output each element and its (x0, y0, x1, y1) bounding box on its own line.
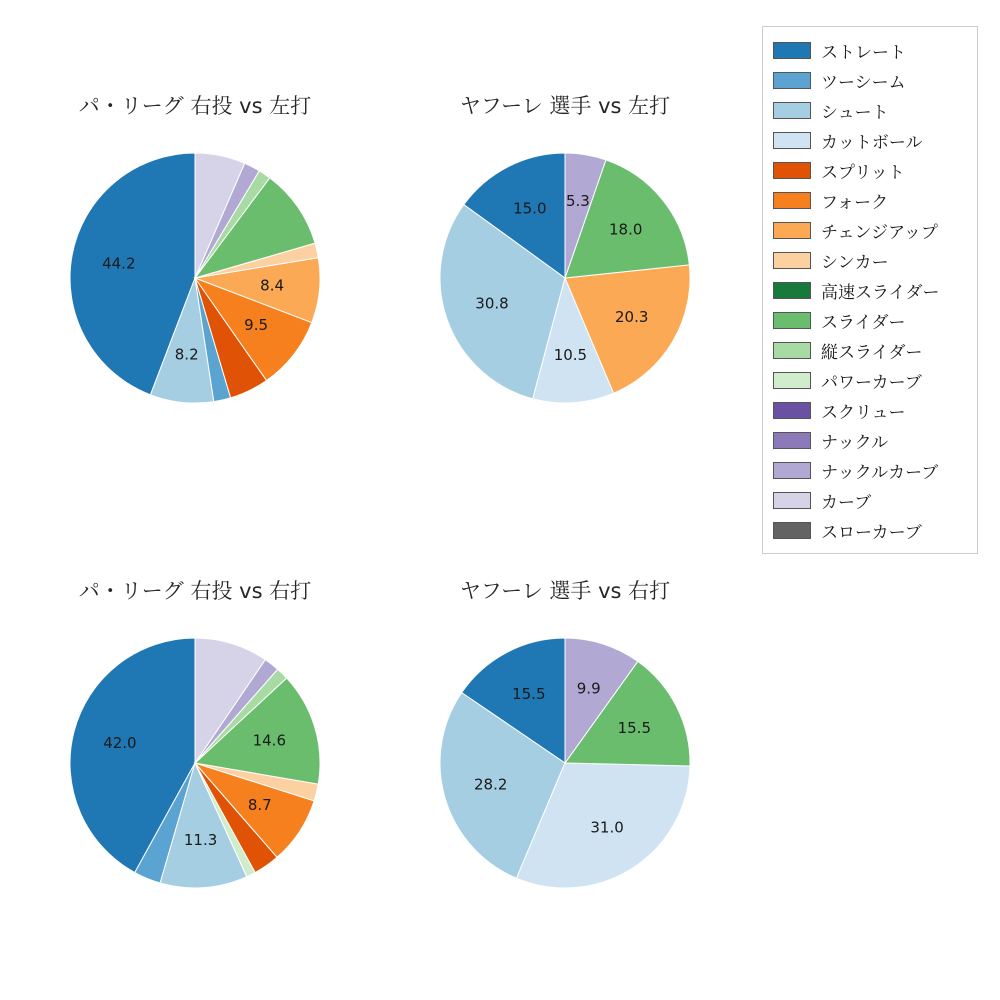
legend-item (773, 305, 967, 335)
legend-swatch-icon (773, 312, 811, 329)
pie-chart-pa-league-vs-right (20, 605, 370, 935)
pie-svg (20, 120, 370, 450)
legend-item (773, 125, 967, 155)
legend-swatch-icon (773, 192, 811, 209)
legend-item-label: パワーカーブ (821, 372, 922, 393)
legend-swatch-icon (773, 342, 811, 359)
chart-title: ヤフーレ 選手 vs 右打 (459, 579, 671, 603)
legend-swatch-icon (773, 132, 811, 149)
legend-swatch-icon (773, 72, 811, 89)
legend-item (773, 395, 967, 425)
legend-item (773, 365, 967, 395)
pie-slice-label: 20.3 (614, 307, 649, 326)
pie-slice-label: 9.5 (244, 316, 269, 335)
legend-item-label: チェンジアップ (821, 222, 938, 243)
pie-slice-label: 9.9 (576, 679, 601, 698)
legend-item-label: ナックル (821, 432, 889, 453)
legend-item-label: シュート (821, 102, 889, 123)
chart-title: ヤフーレ 選手 vs 左打 (459, 94, 671, 118)
legend-rows (773, 35, 967, 545)
legend-item (773, 515, 967, 545)
legend-swatch-icon (773, 162, 811, 179)
legend-swatch-icon (773, 432, 811, 449)
pie-slice-label: 30.8 (475, 294, 509, 313)
pie-slice-label: 8.7 (247, 796, 272, 814)
legend-item (773, 335, 967, 365)
legend-item-label: ツーシーム (821, 72, 906, 93)
pie-slice-label: 42.0 (103, 734, 137, 753)
legend-swatch-icon (773, 522, 811, 539)
chart-panel-player-vs-right (390, 575, 740, 965)
legend-item (773, 275, 967, 305)
legend-item (773, 65, 967, 95)
legend-swatch-icon (773, 102, 811, 119)
legend-swatch-icon (773, 282, 811, 299)
pie-svg (20, 605, 370, 935)
legend-swatch-icon (773, 222, 811, 239)
legend-item (773, 185, 967, 215)
legend-item (773, 455, 967, 485)
pie-slice-label: 31.0 (590, 818, 624, 837)
pie-slice-label: 28.2 (473, 775, 508, 794)
legend-item (773, 215, 967, 245)
legend (762, 26, 978, 554)
pie-chart-pa-league-vs-left (20, 120, 370, 450)
legend-swatch-icon (773, 462, 811, 479)
pie-chart-player-vs-right (390, 605, 740, 935)
pie-svg (390, 120, 740, 450)
legend-item-label: 高速スライダー (821, 282, 940, 303)
chart-title: パ・リーグ 右投 vs 右打 (78, 579, 312, 603)
legend-swatch-icon (773, 42, 811, 59)
pie-slice-label: 11.3 (183, 830, 218, 849)
legend-item (773, 155, 967, 185)
chart-title: パ・リーグ 右投 vs 左打 (78, 94, 312, 118)
pie-chart-player-vs-left (390, 120, 740, 450)
legend-item-label: スプリット (821, 162, 905, 183)
legend-item-label: ナックルカーブ (821, 462, 939, 483)
legend-item-label: カットボール (821, 132, 923, 153)
legend-item-label: カーブ (821, 492, 872, 513)
legend-item (773, 245, 967, 275)
legend-item (773, 485, 967, 515)
chart-panel-pa-league-vs-left (20, 90, 370, 480)
legend-item (773, 35, 967, 65)
pie-slice-label: 14.6 (252, 731, 287, 750)
legend-swatch-icon (773, 402, 811, 419)
legend-item (773, 95, 967, 125)
pie-slice-label: 15.0 (513, 199, 547, 218)
legend-item-label: 縦スライダー (821, 342, 923, 363)
pie-slice-label: 8.4 (260, 276, 285, 295)
chart-panel-player-vs-left (390, 90, 740, 480)
legend-swatch-icon (773, 492, 811, 509)
pie-slice-label: 15.5 (512, 685, 546, 703)
chart-panel-pa-league-vs-right (20, 575, 370, 965)
pie-slice-label: 15.5 (617, 718, 652, 737)
pie-slice-label: 5.3 (565, 192, 590, 211)
pie-svg (390, 605, 740, 935)
pie-slice-label: 44.2 (102, 254, 136, 273)
legend-item-label: フォーク (821, 192, 889, 213)
pie-slice-label: 18.0 (608, 220, 643, 239)
legend-item-label: シンカー (821, 252, 889, 273)
legend-swatch-icon (773, 372, 811, 389)
pie-slice-label: 8.2 (174, 345, 199, 364)
legend-item (773, 425, 967, 455)
legend-item-label: スクリュー (821, 402, 906, 423)
legend-item-label: スライダー (821, 312, 906, 333)
legend-item-label: スローカーブ (821, 522, 922, 543)
legend-item-label: ストレート (821, 42, 906, 63)
legend-swatch-icon (773, 252, 811, 269)
pie-slice-label: 10.5 (553, 345, 588, 364)
